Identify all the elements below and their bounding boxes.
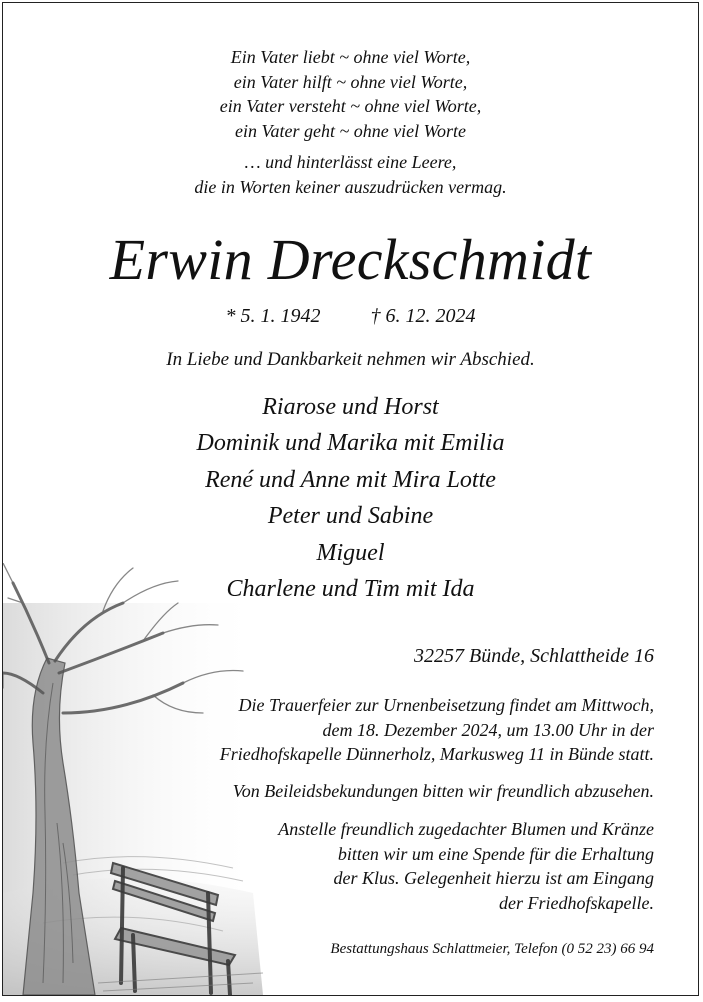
family-member: Charlene und Tim mit Ida — [226, 576, 475, 603]
poem-line: ein Vater geht ~ ohne viel Worte — [234, 120, 467, 141]
family-member: René und Anne mit Mira Lotte — [205, 466, 496, 493]
donation-line: bitten wir um eine Spende für die Erhaltung — [337, 843, 654, 864]
death-date: † 6. 12. 2024 — [370, 305, 476, 327]
farewell-text: In Liebe und Dankbarkeit nehmen wir Abschied. — [166, 349, 535, 370]
poem-line: die in Worten keiner auszudrücken vermag. — [194, 176, 507, 197]
condolence-note: Von Beileidsbekundungen bitten wir freundlich abzusehen. — [232, 781, 654, 801]
funeral-home-footer: Bestattungshaus Schlattmeier, Telefon (0 52 23) 66 94 — [330, 941, 654, 957]
poem-line: ein Vater hilft ~ ohne viel Worte, — [233, 71, 468, 92]
ceremony-line: Die Trauerfeier zur Urnenbeisetzung findet am Mittwoch, — [238, 695, 654, 715]
donation-line: der Friedhofskapelle. — [499, 892, 654, 913]
poem — [3, 45, 698, 199]
ceremony-line: dem 18. Dezember 2024, um 13.00 Uhr in der — [322, 719, 654, 740]
poem-line: Ein Vater liebt ~ ohne viel Worte, — [230, 47, 471, 67]
poem-line: ein Vater versteht ~ ohne viel Worte, — [219, 96, 482, 116]
family-member: Miguel — [316, 539, 385, 566]
obituary-notice — [2, 2, 699, 996]
family-member: Dominik und Marika mit Emilia — [196, 430, 505, 457]
donation-line: der Klus. Gelegenheit hierzu ist am Eingang — [333, 868, 654, 888]
donation-line: Anstelle freundlich zugedachter Blumen und Kränze — [278, 819, 654, 839]
family-member: Peter und Sabine — [267, 503, 434, 530]
family-member: Riarose und Horst — [262, 394, 439, 420]
poem-stanza-1 — [3, 45, 698, 143]
ceremony-info — [220, 693, 654, 767]
birth-date: * 5. 1. 1942 — [225, 305, 321, 327]
life-dates — [3, 303, 698, 329]
address: 32257 Bünde, Schlattheide 16 — [414, 645, 654, 667]
ceremony-line: Friedhofskapelle Dünnerholz, Markusweg 11 in Bünde statt. — [219, 744, 654, 764]
donation-note — [278, 817, 654, 915]
poem-line: … und hinterlässt eine Leere, — [244, 152, 457, 172]
deceased-name: Erwin Dreckschmidt — [109, 227, 592, 292]
poem-stanza-2 — [3, 150, 698, 199]
family-list — [3, 389, 698, 607]
